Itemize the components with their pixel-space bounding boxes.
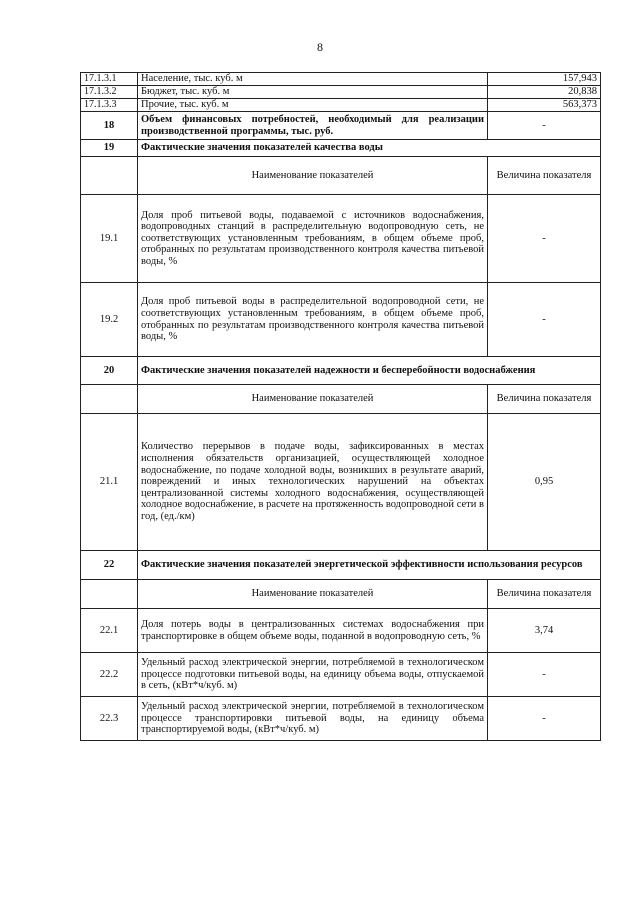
row-number: 19.1: [81, 195, 138, 283]
row-value: -: [488, 195, 601, 283]
row-value: -: [488, 697, 601, 741]
row-label: Удельный расход электрической энергии, потребляемой в технологическом процессе транспортировки питьевой воды, на единицу объема транспортируемой воды, (кВт*ч/куб. м): [138, 697, 488, 741]
column-header-value: Величина показателя: [488, 385, 601, 414]
row-value: -: [488, 112, 601, 140]
table-row: [81, 653, 601, 697]
column-header-name: Наименование показателей: [138, 580, 488, 609]
row-number: 18: [81, 112, 138, 140]
table-row: [81, 414, 601, 551]
column-header-name: Наименование показателей: [138, 385, 488, 414]
section-number: 20: [81, 357, 138, 385]
row-number: 17.1.3.3: [81, 99, 138, 112]
row-number: 17.1.3.2: [81, 86, 138, 99]
table-row: [81, 697, 601, 741]
table-row: [81, 112, 601, 140]
row-label: Доля потерь воды в централизованных системах водоснабжения при транспортировке в общем объеме воды, поданной в водопроводную сеть, %: [138, 609, 488, 653]
row-label: Население, тыс. куб. м: [138, 73, 488, 86]
table-row: [81, 99, 601, 112]
section-title: Фактические значения показателей энергетической эффективности использования ресурсов: [138, 551, 601, 580]
page-number: 8: [317, 40, 323, 54]
row-number: 22.2: [81, 653, 138, 697]
table-row: [81, 283, 601, 357]
header-row: [81, 157, 601, 195]
section-title: Фактические значения показателей качества воды: [138, 140, 601, 157]
empty-cell: [81, 580, 138, 609]
section-row: [81, 140, 601, 157]
row-label: Доля проб питьевой воды, подаваемой с источников водоснабжения, водопроводных станций в распределительную водопроводную сеть, не соответствующих установленным требованиям, в общем объеме проб, отобранных по результатам производственного контроля качества питьевой воды, %: [138, 195, 488, 283]
row-label: Бюджет, тыс. куб. м: [138, 86, 488, 99]
row-value: 157,943: [488, 73, 601, 86]
row-label: Доля проб питьевой воды в распределительной водопроводной сети, не соответствующих установленным требованиям, в общем объеме проб, отобранных по результатам производственного контроля качества питьевой воды, %: [138, 283, 488, 357]
row-number: 17.1.3.1: [81, 73, 138, 86]
table-row: [81, 195, 601, 283]
row-label: Удельный расход электрической энергии, потребляемой в технологическом процессе подготовки питьевой воды, на единицу объема воды, отпускаемой в сеть, (кВт*ч/куб. м): [138, 653, 488, 697]
column-header-name: Наименование показателей: [138, 157, 488, 195]
row-value: 3,74: [488, 609, 601, 653]
row-number: 21.1: [81, 414, 138, 551]
section-row: [81, 551, 601, 580]
section-number: 22: [81, 551, 138, 580]
indicators-table: [80, 72, 601, 741]
section-number: 19: [81, 140, 138, 157]
empty-cell: [81, 157, 138, 195]
row-value: -: [488, 283, 601, 357]
row-value: 20,838: [488, 86, 601, 99]
row-label: Количество перерывов в подаче воды, зафиксированных в местах исполнения обязательств организацией, осуществляющей холодное водоснабжение, по подаче холодной воды, возникших в результате аварий, повреждений и иных технологических нарушений на объектах централизованной системы холодного водоснабжения, осуществляющей холодное водоснабжение, в расчете на протяженность водопроводной сети в год, (ед./км): [138, 414, 488, 551]
row-label: Объем финансовых потребностей, необходимый для реализации производственной программы, тыс. руб.: [138, 112, 488, 140]
table-row: [81, 73, 601, 86]
header-row: [81, 580, 601, 609]
table-row: [81, 609, 601, 653]
empty-cell: [81, 385, 138, 414]
row-number: 22.3: [81, 697, 138, 741]
column-header-value: Величина показателя: [488, 157, 601, 195]
row-label: Прочие, тыс. куб. м: [138, 99, 488, 112]
row-number: 19.2: [81, 283, 138, 357]
table-row: [81, 86, 601, 99]
row-value: -: [488, 653, 601, 697]
row-value: 563,373: [488, 99, 601, 112]
section-title: Фактические значения показателей надежности и бесперебойности водоснабжения: [138, 357, 601, 385]
column-header-value: Величина показателя: [488, 580, 601, 609]
row-number: 22.1: [81, 609, 138, 653]
row-value: 0,95: [488, 414, 601, 551]
section-row: [81, 357, 601, 385]
header-row: [81, 385, 601, 414]
